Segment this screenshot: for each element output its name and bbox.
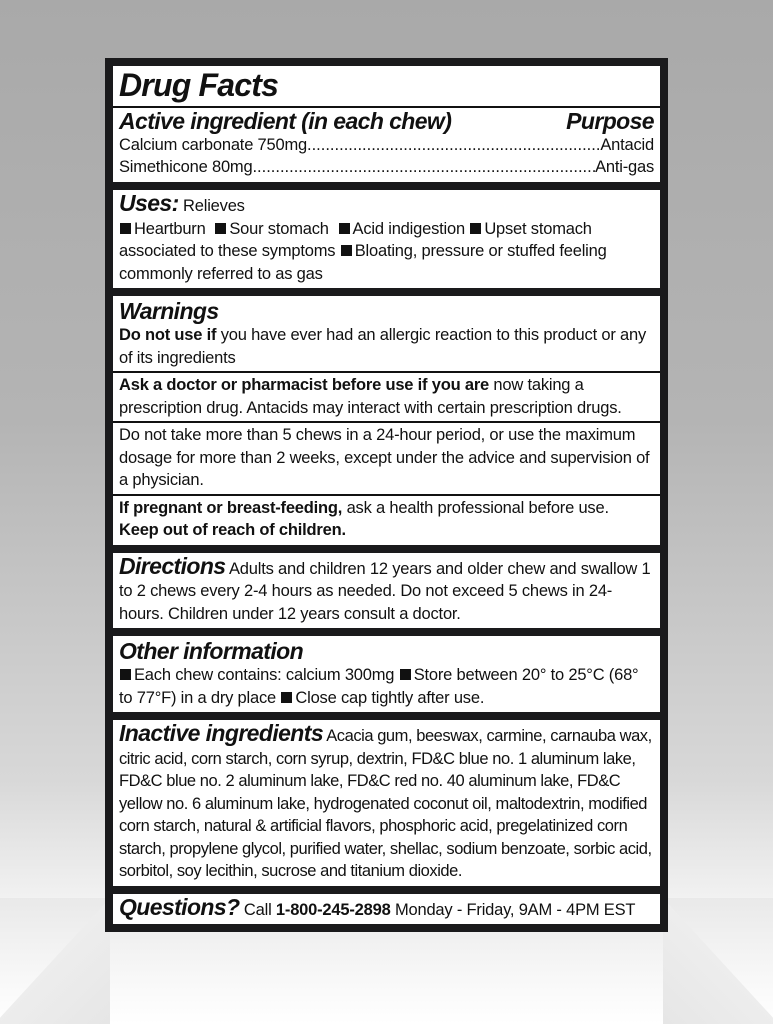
active-ingredient-heading: Active ingredient (in each chew) bbox=[119, 108, 452, 134]
phone-number[interactable]: 1-800-245-2898 bbox=[275, 900, 391, 919]
square-bullet-icon bbox=[341, 245, 352, 256]
info-item: Store between 20° to 25°C (68° to 77°F) in a dry place bbox=[119, 666, 639, 707]
inactive-ingredients-text: Acacia gum, beeswax, carmine, carnauba wax, citric acid, corn starch, corn syrup, dextrin, FD&C blue no. 1 aluminum lake, FD&C blue no. 2 aluminum lake, FD&C red no. 40 aluminum lake, FD&C yellow no. 6 aluminum lake, hydrogenated coconut oil, maltodextrin, modified corn starch, natural & artificial flavors, phosphoric acid, pregelatinized corn starch, propylene glycol, purified water, shellac, sodium benzoate, sorbic acid, sorbitol, soy lecithin, sucrose and titanium dioxide. bbox=[119, 727, 652, 880]
label-reflection bbox=[105, 898, 668, 1024]
questions-call-label: Call bbox=[243, 900, 272, 919]
square-bullet-icon bbox=[400, 669, 411, 680]
warnings-heading: Warnings bbox=[119, 298, 219, 324]
purpose-heading: Purpose bbox=[566, 108, 654, 134]
use-item: Acid indigestion bbox=[352, 219, 465, 238]
use-item: Upset stomach associated to these symptoms bbox=[119, 219, 592, 260]
ingredient-row bbox=[119, 156, 654, 178]
use-item: Sour stomach bbox=[229, 219, 329, 238]
info-item: Each chew contains: calcium 300mg bbox=[134, 666, 395, 684]
dosage-warning: Do not take more than 5 chews in a 24-hour period, or use the maximum dosage for more than 2 weeks, except under the advice and supervision of a physician. bbox=[119, 426, 650, 489]
square-bullet-icon bbox=[120, 223, 131, 234]
ingredient-purpose: Antacid bbox=[600, 136, 654, 154]
ask-doctor-label: Ask a doctor or pharmacist before use if you are bbox=[119, 376, 490, 394]
warnings-divider bbox=[113, 421, 660, 423]
directions-panel bbox=[113, 553, 660, 629]
warnings-divider bbox=[113, 494, 660, 496]
other-information-panel bbox=[113, 636, 660, 712]
do-not-use-text: you have ever had an allergic reaction to this product or any of its ingredients bbox=[119, 326, 647, 367]
inactive-ingredients-heading: Inactive ingredients bbox=[119, 720, 324, 746]
ask-doctor-warning bbox=[119, 374, 654, 419]
directions-heading: Directions bbox=[119, 552, 226, 579]
uses-intro: Relieves bbox=[183, 197, 245, 215]
ingredient-name: Calcium carbonate 750mg bbox=[119, 136, 308, 154]
info-item: Close cap tightly after use. bbox=[295, 688, 485, 707]
directions-text: Adults and children 12 years and older chew and swallow 1 to 2 chews every 2-4 hours as needed. Do not exceed 5 chews in 24-hours. Children under 12 years consult a doctor. bbox=[119, 559, 651, 623]
active-ingredients-panel bbox=[113, 66, 660, 182]
uses-panel bbox=[113, 190, 660, 288]
other-information-heading: Other information bbox=[119, 638, 304, 664]
do-not-use-warning bbox=[119, 324, 654, 369]
active-ingredients-header bbox=[119, 108, 654, 134]
square-bullet-icon bbox=[339, 223, 350, 234]
leader-dots bbox=[252, 156, 595, 178]
questions-heading: Questions? bbox=[119, 893, 240, 920]
warnings-panel bbox=[113, 296, 660, 545]
keep-out-of-reach-warning bbox=[119, 519, 654, 542]
ask-doctor-text: now taking a prescription drug. Antacids may interact with certain prescription drugs. bbox=[119, 376, 622, 417]
pregnancy-label: If pregnant or breast-feeding, bbox=[119, 498, 343, 517]
ingredient-name: Simethicone 80mg bbox=[119, 158, 253, 176]
warnings-divider bbox=[113, 371, 660, 373]
drug-facts-title: Drug Facts bbox=[119, 67, 279, 103]
use-item: Bloating, pressure or stuffed feeling commonly referred to as gas bbox=[119, 242, 607, 283]
use-item: Heartburn bbox=[134, 219, 206, 238]
pregnancy-warning bbox=[119, 497, 654, 520]
square-bullet-icon bbox=[470, 223, 481, 234]
square-bullet-icon bbox=[120, 669, 131, 680]
pregnancy-text: ask a health professional before use. bbox=[342, 498, 609, 517]
square-bullet-icon bbox=[215, 223, 226, 234]
questions-hours: Monday - Friday, 9AM - 4PM EST bbox=[394, 900, 636, 919]
drug-facts-label bbox=[105, 58, 668, 932]
square-bullet-icon bbox=[281, 692, 292, 703]
uses-list bbox=[119, 218, 654, 286]
inactive-ingredients-panel bbox=[113, 720, 660, 886]
do-not-use-label: Do not use if bbox=[119, 326, 217, 344]
other-information-list bbox=[119, 664, 654, 709]
keep-out-label: Keep out of reach of children. bbox=[119, 521, 346, 539]
ingredient-row bbox=[119, 134, 654, 156]
uses-heading: Uses: bbox=[119, 190, 179, 216]
ingredient-purpose: Anti-gas bbox=[595, 158, 654, 176]
leader-dots bbox=[307, 134, 600, 156]
